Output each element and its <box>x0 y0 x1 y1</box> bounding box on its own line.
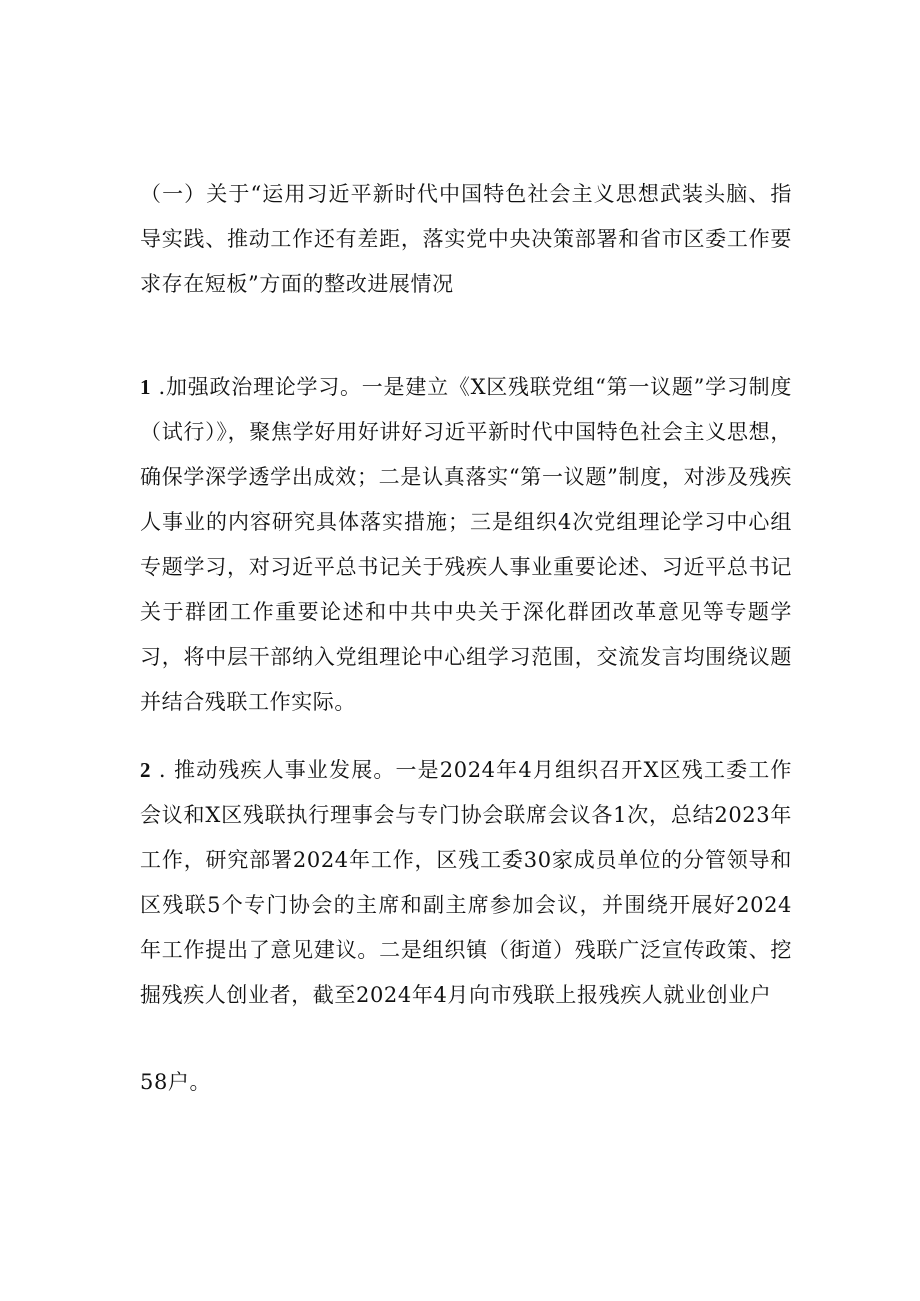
list-item-2-continuation: 58户。 <box>140 1070 212 1094</box>
item-text: . 推动残疾人事业发展。一是2024年4月组织召开X区残工委工作会议和X区残联执行理事会与专门协会联席会议各1次，总结2023年工作，研究部署2024年工作，区残工委30家成员单位的分管领导和区残联5个专门协会的主席和副主席参加会议，并围绕开展好2024年工作提出了意见建议。二是组织镇（街道）残联广泛宣传政策、挖掘残疾人创业者，截至2024年4月向市残联上报残疾人就业创业户 <box>140 758 792 1007</box>
item-number: 2 <box>140 758 152 782</box>
list-item-2 <box>140 748 792 1018</box>
section-heading: （一）关于“运用习近平新时代中国特色社会主义思想武装头脑、指导实践、推动工作还有差距，落实党中央决策部署和省市区委工作要求存在短板”方面的整改进展情况 <box>140 182 792 296</box>
item-number: 1 <box>140 375 152 399</box>
item-text: .加强政治理论学习。一是建立《X区残联党组“第一议题”学习制度（试行）》，聚焦学好用好讲好习近平新时代中国特色社会主义思想，确保学深学透学出成效；二是认真落实“第一议题”制度，对涉及残疾人事业的内容研究具体落实措施；三是组织4次党组理论学习中心组专题学习，对习近平总书记关于残疾人事业重要论述、习近平总书记关于群团工作重要论述和中共中央关于深化群团改革意见等专题学习，将中层干部纳入党组理论中心组学习范围，交流发言均围绕议题并结合残联工作实际。 <box>140 375 792 714</box>
list-item-1 <box>140 365 792 725</box>
